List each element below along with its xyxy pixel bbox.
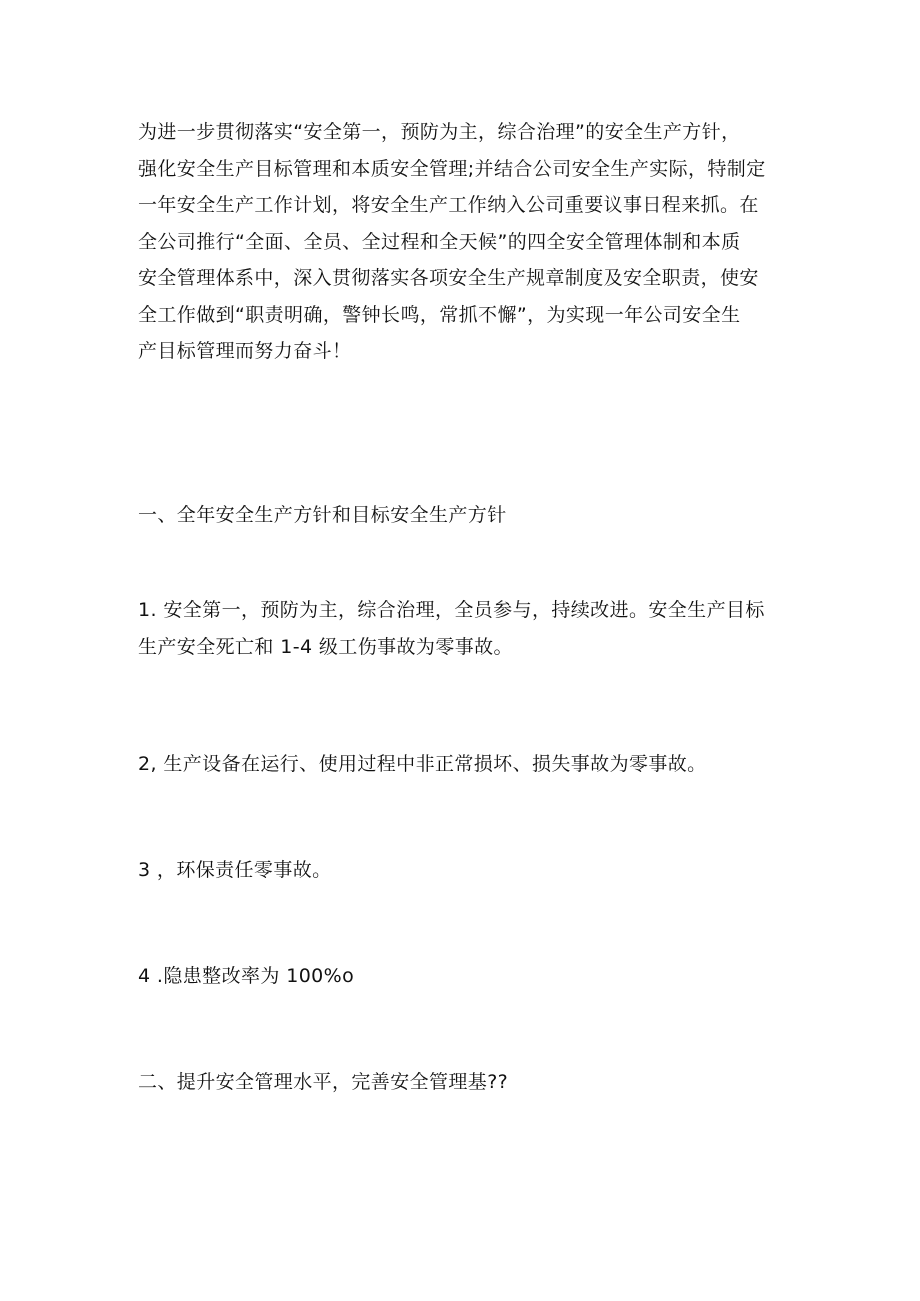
section-heading-2 xyxy=(138,1064,788,1101)
intro-line: 为进一步贯彻落实“安全第一，预防为主，综合治理”的安全生产方针， xyxy=(138,121,741,143)
intro-line: 安全管理体系中，深入贯彻落实各项安全生产规章制度及安全职责，使安 xyxy=(138,267,759,289)
list-item-2 xyxy=(138,746,788,783)
intro-line: 全公司推行“全面、全员、全过程和全天候”的四全安全管理体制和本质 xyxy=(138,230,741,253)
list-item-line: 生产安全死亡和 1-4 级工伤事故为零事故。 xyxy=(138,635,513,658)
list-item-line: 2, 生产设备在运行、使用过程中非正常损坏、损失事故为零事故。 xyxy=(138,753,707,775)
section-heading-text: 二、提升安全管理水平，完善安全管理基?? xyxy=(138,1071,509,1093)
list-item-4 xyxy=(138,958,788,995)
list-item-line: 4 .隐患整改率为 100%o xyxy=(138,965,355,987)
intro-line: 全工作做到“职责明确，警钟长鸣，常抓不懈”，为实现一年公司安全生 xyxy=(138,303,741,326)
list-item-3 xyxy=(138,852,788,889)
section-heading-text: 一、全年安全生产方针和目标安全生产方针 xyxy=(138,504,507,526)
intro-paragraph xyxy=(138,114,788,370)
intro-line: 强化安全生产目标管理和本质安全管理;并结合公司安全生产实际，特制定 xyxy=(138,157,766,180)
list-item-1 xyxy=(138,592,788,665)
section-heading-1 xyxy=(138,497,788,534)
list-item-line: 3 ，环保责任零事故。 xyxy=(138,859,332,881)
intro-line: 产目标管理而努力奋斗！ xyxy=(138,340,352,362)
intro-line: 一年安全生产工作计划，将安全生产工作纳入公司重要议事日程来抓。在 xyxy=(138,194,759,216)
list-item-line: 1. 安全第一，预防为主，综合治理，全员参与，持续改进。安全生产目标 xyxy=(138,599,765,621)
